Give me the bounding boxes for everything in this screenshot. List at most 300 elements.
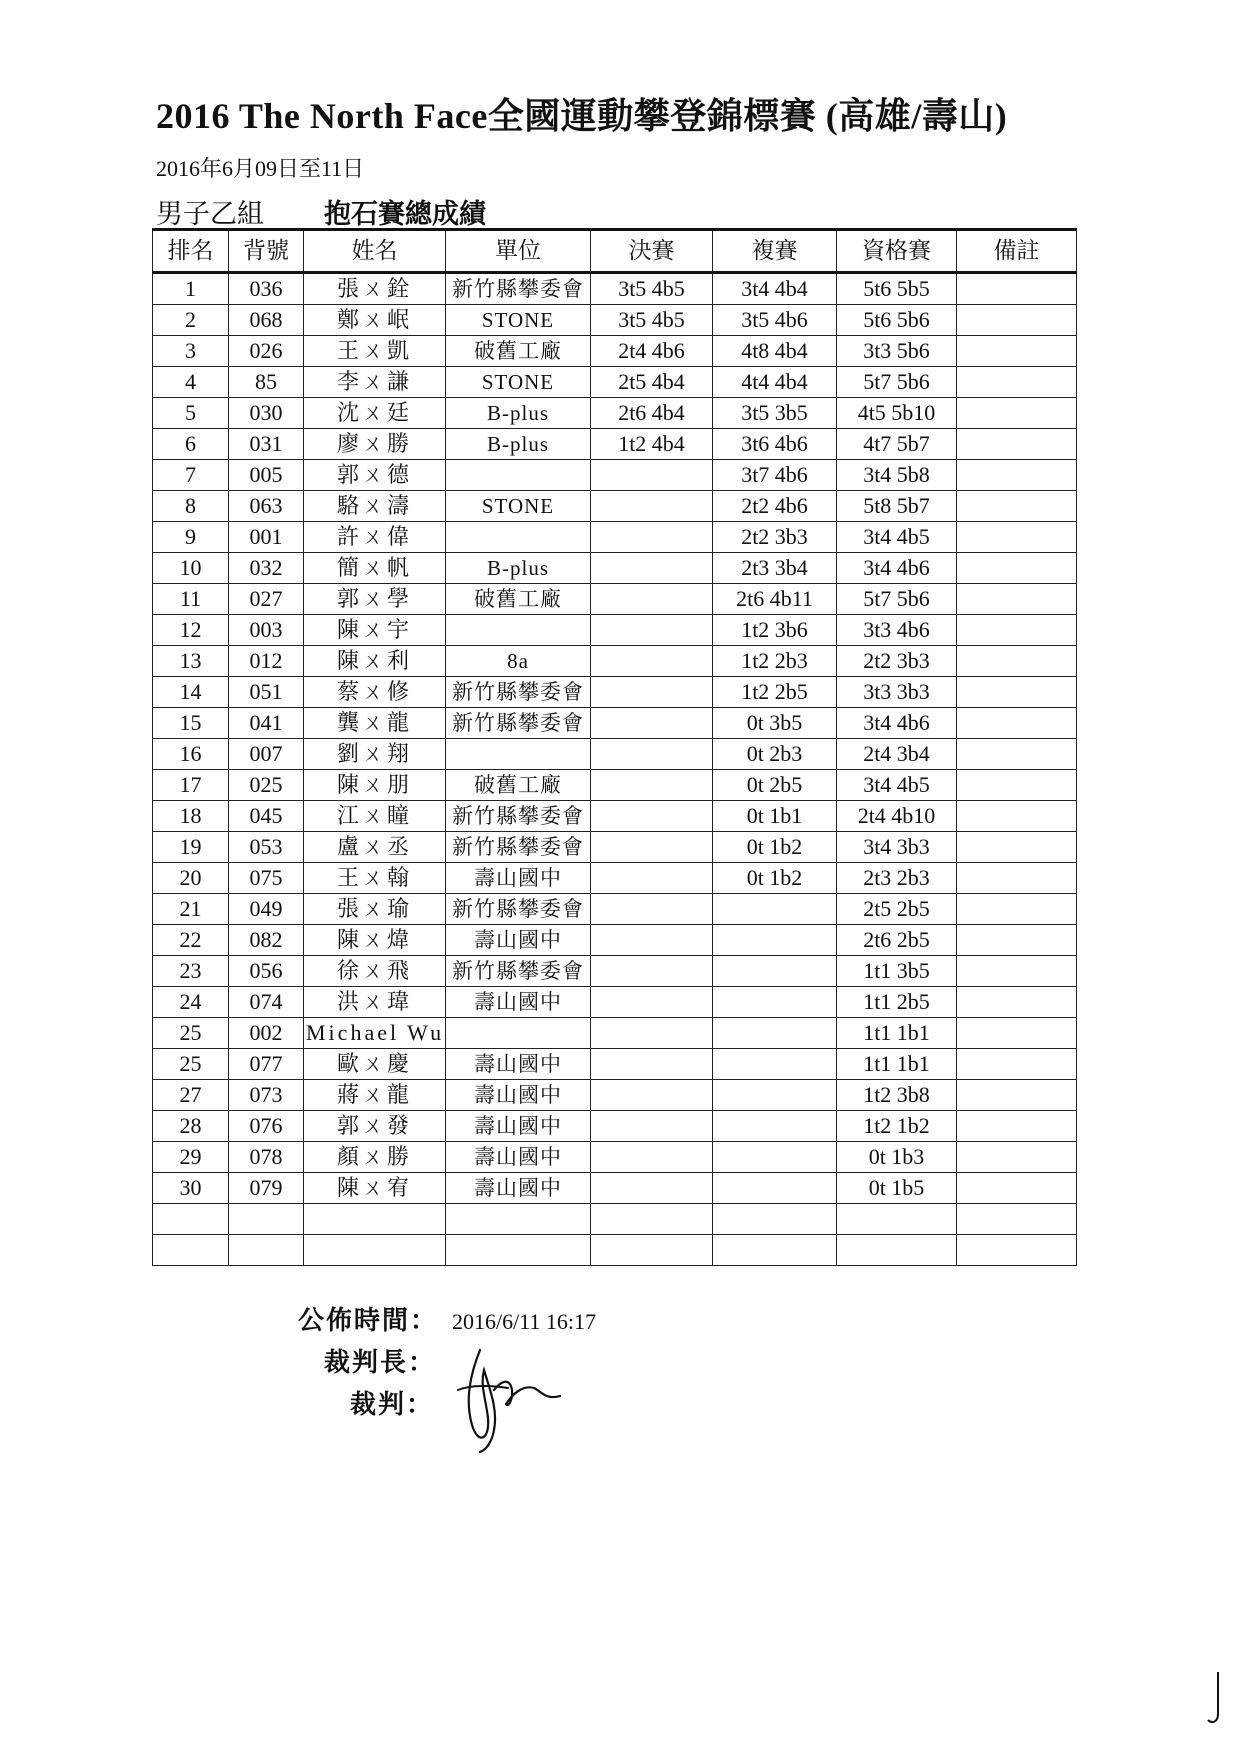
name-cell: 洪ㄨ瑋 [304, 987, 446, 1018]
bib-cell: 005 [229, 460, 304, 491]
table-row [153, 460, 1077, 491]
rank-cell: 9 [153, 522, 229, 553]
bib-cell: 027 [229, 584, 304, 615]
table-row [153, 956, 1077, 987]
rank-cell: 11 [153, 584, 229, 615]
note-cell [957, 367, 1077, 398]
bib-cell: 082 [229, 925, 304, 956]
table-row [153, 1111, 1077, 1142]
blank-cell [957, 1204, 1077, 1235]
name-cell: 李ㄨ謙 [304, 367, 446, 398]
name-cell: 顏ㄨ勝 [304, 1142, 446, 1173]
qualification-cell: 1t1 1b1 [837, 1049, 957, 1080]
group-name: 男子乙組 [156, 199, 264, 229]
table-row [153, 305, 1077, 336]
note-cell [957, 708, 1077, 739]
unit-cell [446, 615, 591, 646]
unit-cell: B-plus [446, 398, 591, 429]
note-cell [957, 863, 1077, 894]
qualification-cell: 5t8 5b7 [837, 491, 957, 522]
bib-cell: 056 [229, 956, 304, 987]
qualification-cell: 2t3 2b3 [837, 863, 957, 894]
qualification-cell: 3t4 4b6 [837, 553, 957, 584]
unit-cell: STONE [446, 305, 591, 336]
note-cell [957, 1049, 1077, 1080]
name-cell: 歐ㄨ慶 [304, 1049, 446, 1080]
publish-time-value: 2016/6/11 16:17 [452, 1309, 597, 1334]
rank-cell: 4 [153, 367, 229, 398]
note-cell [957, 615, 1077, 646]
rank-cell: 24 [153, 987, 229, 1018]
blank-cell [837, 1204, 957, 1235]
bib-cell: 076 [229, 1111, 304, 1142]
rank-cell: 30 [153, 1173, 229, 1204]
bib-cell: 032 [229, 553, 304, 584]
name-cell: 廖ㄨ勝 [304, 429, 446, 460]
note-cell [957, 739, 1077, 770]
rank-cell: 18 [153, 801, 229, 832]
name-cell: 陳ㄨ朋 [304, 770, 446, 801]
qualification-cell: 5t6 5b6 [837, 305, 957, 336]
chief-judge-label: 裁判長： [324, 1348, 437, 1377]
note-cell [957, 925, 1077, 956]
final-cell [591, 522, 713, 553]
unit-cell: 壽山國中 [446, 987, 591, 1018]
blank-row [153, 1235, 1077, 1266]
name-cell: 陳ㄨ宥 [304, 1173, 446, 1204]
bib-cell: 036 [229, 273, 304, 305]
name-cell: 蔡ㄨ修 [304, 677, 446, 708]
note-cell [957, 894, 1077, 925]
bib-cell: 063 [229, 491, 304, 522]
name-cell: 許ㄨ偉 [304, 522, 446, 553]
final-cell [591, 677, 713, 708]
table-row [153, 1018, 1077, 1049]
col-header-semifinal: 複賽 [713, 230, 837, 273]
note-cell [957, 956, 1077, 987]
bib-cell: 001 [229, 522, 304, 553]
table-row [153, 801, 1077, 832]
signature-mark [450, 1330, 590, 1470]
unit-cell: 新竹縣攀委會 [446, 273, 591, 305]
qualification-cell: 1t1 3b5 [837, 956, 957, 987]
note-cell [957, 522, 1077, 553]
note-cell [957, 770, 1077, 801]
qualification-cell: 1t1 2b5 [837, 987, 957, 1018]
bib-cell: 073 [229, 1080, 304, 1111]
table-row [153, 708, 1077, 739]
unit-cell [446, 460, 591, 491]
event-dates: 2016年6月09日至11日 [156, 156, 365, 181]
qualification-cell: 3t3 4b6 [837, 615, 957, 646]
bib-cell: 077 [229, 1049, 304, 1080]
col-header-final: 決賽 [591, 230, 713, 273]
final-cell [591, 708, 713, 739]
final-cell [591, 894, 713, 925]
table-row [153, 677, 1077, 708]
qualification-cell: 3t4 4b6 [837, 708, 957, 739]
qualification-cell: 3t4 5b8 [837, 460, 957, 491]
blank-cell [446, 1235, 591, 1266]
name-cell: 王ㄨ翰 [304, 863, 446, 894]
note-cell [957, 1111, 1077, 1142]
unit-cell: 新竹縣攀委會 [446, 677, 591, 708]
rank-cell: 15 [153, 708, 229, 739]
final-cell [591, 863, 713, 894]
final-cell: 2t5 4b4 [591, 367, 713, 398]
semifinal-cell: 0t 1b2 [713, 832, 837, 863]
blank-cell [837, 1235, 957, 1266]
unit-cell: 壽山國中 [446, 1142, 591, 1173]
col-header-qualification: 資格賽 [837, 230, 957, 273]
bib-cell: 041 [229, 708, 304, 739]
bib-cell: 002 [229, 1018, 304, 1049]
table-row [153, 646, 1077, 677]
semifinal-cell: 1t2 2b3 [713, 646, 837, 677]
publish-time-label: 公佈時間： [298, 1306, 439, 1335]
final-cell: 2t6 4b4 [591, 398, 713, 429]
rank-cell: 6 [153, 429, 229, 460]
final-cell [591, 553, 713, 584]
table-row [153, 398, 1077, 429]
rank-cell: 17 [153, 770, 229, 801]
semifinal-cell: 0t 3b5 [713, 708, 837, 739]
blank-cell [229, 1235, 304, 1266]
table-row [153, 1049, 1077, 1080]
name-cell: 張ㄨ瑜 [304, 894, 446, 925]
name-cell: 簡ㄨ帆 [304, 553, 446, 584]
unit-cell: B-plus [446, 553, 591, 584]
qualification-cell: 2t4 4b10 [837, 801, 957, 832]
final-cell [591, 615, 713, 646]
semifinal-cell: 2t3 3b4 [713, 553, 837, 584]
unit-cell: B-plus [446, 429, 591, 460]
note-cell [957, 1142, 1077, 1173]
table-row [153, 553, 1077, 584]
unit-cell: STONE [446, 367, 591, 398]
unit-cell: 破舊工廠 [446, 770, 591, 801]
name-cell: 蔣ㄨ龍 [304, 1080, 446, 1111]
rank-cell: 27 [153, 1080, 229, 1111]
name-cell: Michael Wu [304, 1018, 446, 1049]
unit-cell [446, 522, 591, 553]
rank-cell: 10 [153, 553, 229, 584]
name-cell: 郭ㄨ發 [304, 1111, 446, 1142]
qualification-cell: 2t5 2b5 [837, 894, 957, 925]
blank-cell [957, 1235, 1077, 1266]
table-row [153, 584, 1077, 615]
final-cell [591, 925, 713, 956]
blank-cell [304, 1235, 446, 1266]
table-row [153, 987, 1077, 1018]
final-cell [591, 739, 713, 770]
semifinal-cell: 3t5 3b5 [713, 398, 837, 429]
table-row [153, 1080, 1077, 1111]
unit-cell: 8a [446, 646, 591, 677]
unit-cell: 壽山國中 [446, 1173, 591, 1204]
unit-cell: 新竹縣攀委會 [446, 956, 591, 987]
blank-cell [153, 1235, 229, 1266]
col-header-rank: 排名 [153, 230, 229, 273]
table-row [153, 832, 1077, 863]
semifinal-cell: 4t4 4b4 [713, 367, 837, 398]
note-cell [957, 398, 1077, 429]
note-cell [957, 305, 1077, 336]
semifinal-cell [713, 925, 837, 956]
qualification-cell: 5t7 5b6 [837, 584, 957, 615]
qualification-cell: 1t2 1b2 [837, 1111, 957, 1142]
blank-cell [153, 1204, 229, 1235]
unit-cell: 破舊工廠 [446, 336, 591, 367]
final-cell [591, 1142, 713, 1173]
name-cell: 沈ㄨ廷 [304, 398, 446, 429]
final-cell [591, 1080, 713, 1111]
rank-cell: 23 [153, 956, 229, 987]
name-cell: 陳ㄨ宇 [304, 615, 446, 646]
semifinal-cell: 2t2 4b6 [713, 491, 837, 522]
bib-cell: 026 [229, 336, 304, 367]
qualification-cell: 3t4 3b3 [837, 832, 957, 863]
judge-label: 裁判： [350, 1390, 435, 1419]
semifinal-cell: 3t4 4b4 [713, 273, 837, 305]
note-cell [957, 987, 1077, 1018]
name-cell: 郭ㄨ德 [304, 460, 446, 491]
final-cell [591, 770, 713, 801]
qualification-cell: 1t2 3b8 [837, 1080, 957, 1111]
bib-cell: 049 [229, 894, 304, 925]
note-cell [957, 801, 1077, 832]
blank-cell [713, 1235, 837, 1266]
bib-cell: 053 [229, 832, 304, 863]
bib-cell: 045 [229, 801, 304, 832]
qualification-cell: 0t 1b3 [837, 1142, 957, 1173]
bib-cell: 051 [229, 677, 304, 708]
rank-cell: 14 [153, 677, 229, 708]
note-cell [957, 1173, 1077, 1204]
note-cell [957, 491, 1077, 522]
rank-cell: 1 [153, 273, 229, 305]
unit-cell: 新竹縣攀委會 [446, 832, 591, 863]
qualification-cell: 3t4 4b5 [837, 770, 957, 801]
final-cell [591, 956, 713, 987]
bib-cell: 079 [229, 1173, 304, 1204]
final-cell [591, 491, 713, 522]
blank-cell [229, 1204, 304, 1235]
final-cell [591, 646, 713, 677]
rank-cell: 22 [153, 925, 229, 956]
semifinal-cell [713, 894, 837, 925]
final-cell: 1t2 4b4 [591, 429, 713, 460]
unit-cell: 壽山國中 [446, 863, 591, 894]
name-cell: 盧ㄨ丞 [304, 832, 446, 863]
results-body [153, 273, 1077, 1266]
document-title: 2016 The North Face全國運動攀登錦標賽 (高雄/壽山) [156, 96, 1008, 136]
rank-cell: 28 [153, 1111, 229, 1142]
rank-cell: 13 [153, 646, 229, 677]
blank-cell [446, 1204, 591, 1235]
rank-cell: 12 [153, 615, 229, 646]
semifinal-cell: 2t2 3b3 [713, 522, 837, 553]
name-cell: 張ㄨ銓 [304, 273, 446, 305]
qualification-cell: 4t5 5b10 [837, 398, 957, 429]
unit-cell: STONE [446, 491, 591, 522]
semifinal-cell: 0t 2b5 [713, 770, 837, 801]
rank-cell: 3 [153, 336, 229, 367]
name-cell: 江ㄨ瞳 [304, 801, 446, 832]
qualification-cell: 2t4 3b4 [837, 739, 957, 770]
name-cell: 郭ㄨ學 [304, 584, 446, 615]
rank-cell: 19 [153, 832, 229, 863]
table-row [153, 863, 1077, 894]
col-header-note: 備註 [957, 230, 1077, 273]
semifinal-cell [713, 1111, 837, 1142]
blank-cell [304, 1204, 446, 1235]
qualification-cell: 5t6 5b5 [837, 273, 957, 305]
table-row [153, 1173, 1077, 1204]
final-cell: 2t4 4b6 [591, 336, 713, 367]
note-cell [957, 460, 1077, 491]
final-cell [591, 1049, 713, 1080]
rank-cell: 25 [153, 1049, 229, 1080]
bib-cell: 85 [229, 367, 304, 398]
table-row [153, 894, 1077, 925]
semifinal-cell: 0t 1b1 [713, 801, 837, 832]
semifinal-cell [713, 1173, 837, 1204]
semifinal-cell: 4t8 4b4 [713, 336, 837, 367]
rank-cell: 20 [153, 863, 229, 894]
note-cell [957, 832, 1077, 863]
final-cell [591, 1173, 713, 1204]
qualification-cell: 2t6 2b5 [837, 925, 957, 956]
note-cell [957, 677, 1077, 708]
qualification-cell: 3t3 3b3 [837, 677, 957, 708]
table-row [153, 336, 1077, 367]
unit-cell [446, 739, 591, 770]
final-cell: 3t5 4b5 [591, 305, 713, 336]
qualification-cell: 0t 1b5 [837, 1173, 957, 1204]
note-cell [957, 429, 1077, 460]
results-table [152, 228, 1077, 1266]
unit-cell: 壽山國中 [446, 925, 591, 956]
note-cell [957, 1080, 1077, 1111]
name-cell: 陳ㄨ利 [304, 646, 446, 677]
bib-cell: 007 [229, 739, 304, 770]
semifinal-cell: 2t6 4b11 [713, 584, 837, 615]
final-cell [591, 987, 713, 1018]
final-cell [591, 801, 713, 832]
bib-cell: 075 [229, 863, 304, 894]
final-cell [591, 460, 713, 491]
semifinal-cell: 0t 2b3 [713, 739, 837, 770]
semifinal-cell: 1t2 3b6 [713, 615, 837, 646]
note-cell [957, 553, 1077, 584]
blank-cell [591, 1204, 713, 1235]
note-cell [957, 336, 1077, 367]
note-cell [957, 646, 1077, 677]
table-header-row [153, 230, 1077, 273]
unit-cell: 壽山國中 [446, 1111, 591, 1142]
semifinal-cell [713, 1018, 837, 1049]
name-cell: 徐ㄨ飛 [304, 956, 446, 987]
semifinal-cell: 0t 1b2 [713, 863, 837, 894]
rank-cell: 2 [153, 305, 229, 336]
blank-row [153, 1204, 1077, 1235]
semifinal-cell: 3t7 4b6 [713, 460, 837, 491]
margin-mark [1206, 1670, 1228, 1730]
table-row [153, 522, 1077, 553]
qualification-cell: 4t7 5b7 [837, 429, 957, 460]
bib-cell: 078 [229, 1142, 304, 1173]
semifinal-cell [713, 1049, 837, 1080]
chief-judge-row [324, 1342, 436, 1379]
col-header-unit: 單位 [446, 230, 591, 273]
rank-cell: 8 [153, 491, 229, 522]
bib-cell: 003 [229, 615, 304, 646]
col-header-name: 姓名 [304, 230, 446, 273]
semifinal-cell [713, 987, 837, 1018]
blank-cell [591, 1235, 713, 1266]
rank-cell: 16 [153, 739, 229, 770]
bib-cell: 074 [229, 987, 304, 1018]
table-row [153, 491, 1077, 522]
name-cell: 駱ㄨ濤 [304, 491, 446, 522]
unit-cell: 壽山國中 [446, 1049, 591, 1080]
table-row [153, 367, 1077, 398]
bib-cell: 031 [229, 429, 304, 460]
qualification-cell: 2t2 3b3 [837, 646, 957, 677]
event-name: 抱石賽總成績 [324, 199, 486, 229]
category-line [156, 192, 486, 231]
final-cell [591, 584, 713, 615]
semifinal-cell: 3t6 4b6 [713, 429, 837, 460]
final-cell: 3t5 4b5 [591, 273, 713, 305]
unit-cell: 破舊工廠 [446, 584, 591, 615]
note-cell [957, 584, 1077, 615]
name-cell: 王ㄨ凱 [304, 336, 446, 367]
table-row [153, 429, 1077, 460]
rank-cell: 29 [153, 1142, 229, 1173]
rank-cell: 21 [153, 894, 229, 925]
final-cell [591, 1018, 713, 1049]
semifinal-cell: 1t2 2b5 [713, 677, 837, 708]
qualification-cell: 3t4 4b5 [837, 522, 957, 553]
qualification-cell: 5t7 5b6 [837, 367, 957, 398]
rank-cell: 7 [153, 460, 229, 491]
unit-cell: 壽山國中 [446, 1080, 591, 1111]
bib-cell: 068 [229, 305, 304, 336]
note-cell [957, 1018, 1077, 1049]
semifinal-cell [713, 1142, 837, 1173]
blank-cell [713, 1204, 837, 1235]
qualification-cell: 3t3 5b6 [837, 336, 957, 367]
rank-cell: 25 [153, 1018, 229, 1049]
unit-cell [446, 1018, 591, 1049]
note-cell [957, 273, 1077, 305]
rank-cell: 5 [153, 398, 229, 429]
name-cell: 龔ㄨ龍 [304, 708, 446, 739]
final-cell [591, 832, 713, 863]
table-row [153, 925, 1077, 956]
judge-row [350, 1384, 434, 1421]
bib-cell: 025 [229, 770, 304, 801]
semifinal-cell: 3t5 4b6 [713, 305, 837, 336]
bib-cell: 012 [229, 646, 304, 677]
semifinal-cell [713, 956, 837, 987]
name-cell: 陳ㄨ煒 [304, 925, 446, 956]
bib-cell: 030 [229, 398, 304, 429]
name-cell: 鄭ㄨ岷 [304, 305, 446, 336]
name-cell: 劉ㄨ翔 [304, 739, 446, 770]
